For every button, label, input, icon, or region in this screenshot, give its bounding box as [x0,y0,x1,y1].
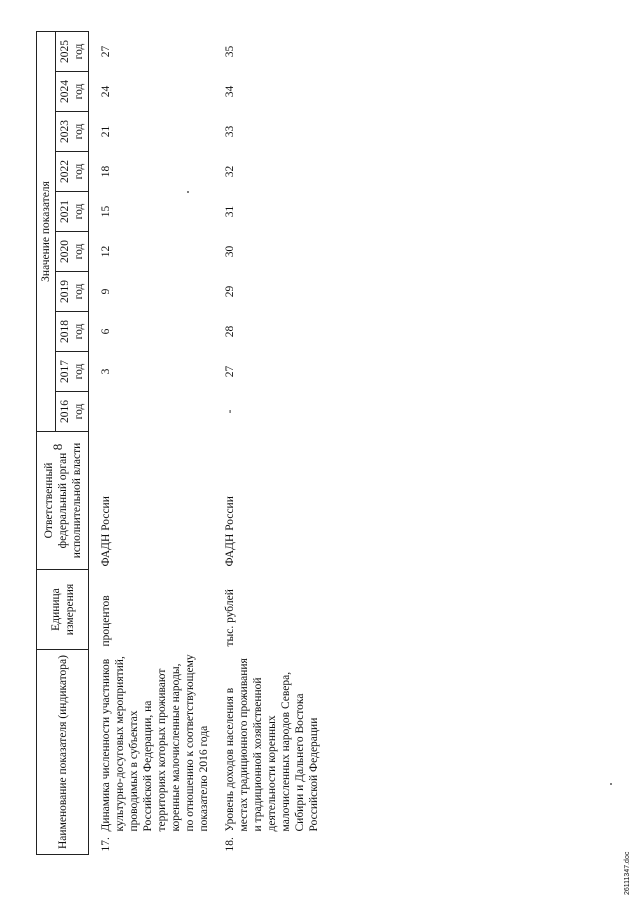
page-number: 8 [50,443,65,451]
value-cell: 30 [224,245,236,258]
value-cell: 28 [224,325,236,338]
header-year: 2025 год [56,31,89,71]
value-cell: 27 [100,45,112,58]
document-code: 26111347.doc [624,851,631,895]
indicator-name: Уровень доходов населения в местах традиционного проживания и традиционной хозяйственной деятельности коренных малочисленных народов Севера, Сибири и Дальнего Востока Российской Федерации [224,658,320,832]
header-name: Наименование показателя (индикатора) [37,650,89,855]
value-cell: 21 [100,125,112,138]
header-year: 2023 год [56,112,89,152]
indicators-table [36,31,323,855]
header-year: 2021 год [56,192,89,232]
header-year: 2022 год [56,152,89,192]
table-row [213,31,323,854]
header-year: 2020 год [56,232,89,272]
row-number: 18. [224,837,236,852]
header-year: 2019 год [56,272,89,312]
header-agency: Ответственный федеральный орган исполнительной власти [37,432,89,570]
value-cell: 6 [100,328,112,335]
header-values-group: Значение показателя [37,31,56,431]
header-year: 2024 год [56,72,89,112]
value-cell: 24 [100,85,112,98]
value-cell: 31 [224,205,236,218]
value-cell: 29 [224,285,236,298]
value-cell: 9 [100,288,112,295]
value-cell: 3 [100,368,112,375]
value-cell: 15 [100,205,112,218]
table-row [89,31,214,854]
scan-speck [610,783,612,785]
value-cell: - [224,409,236,414]
header-unit: Единица измерения [37,570,89,650]
value-cell: 34 [224,85,236,98]
header-year: 2016 год [56,392,89,432]
agency-cell: ФАДН России [224,496,236,567]
header-row-1 [37,31,56,854]
unit-cell: процентов [100,595,112,647]
value-cell: 12 [100,245,112,258]
agency-cell: ФАДН России [100,496,112,567]
unit-cell: тыс. рублей [224,589,236,647]
header-year: 2017 год [56,352,89,392]
scan-speck [187,191,189,193]
header-year: 2018 год [56,312,89,352]
value-cell: 35 [224,45,236,58]
value-cell: 18 [100,165,112,178]
value-cell: 27 [224,365,236,378]
indicator-name: Динамика численности участников культурно-досуговых мероприятий, проводимых в субъектах Российской Федерации, на территориях которых проживают коренные малочисленные народы, по отношению к соответствующему показателю 2016 года [100,654,210,832]
value-cell: 33 [224,125,236,138]
row-number: 17. [100,837,112,852]
value-cell: 32 [224,165,236,178]
value-cell [89,392,214,432]
